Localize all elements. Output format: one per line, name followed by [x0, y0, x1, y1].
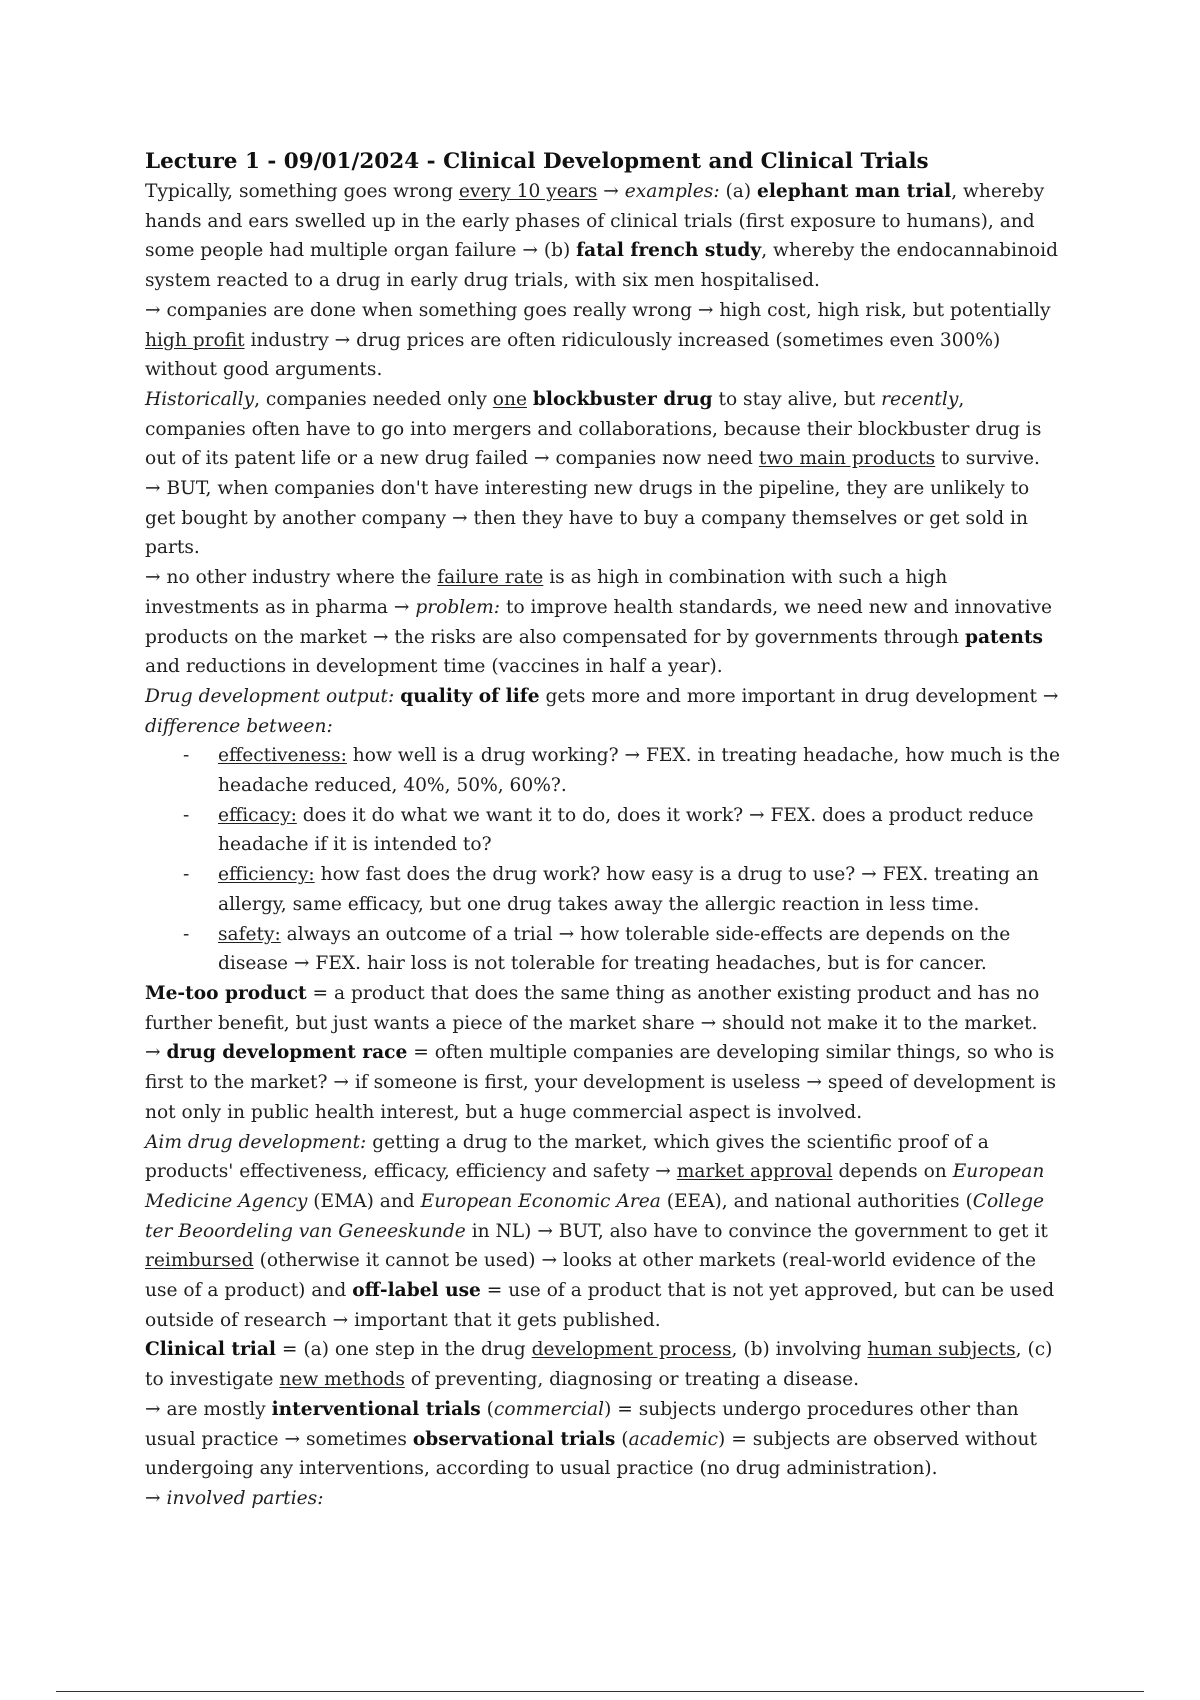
italic-text: involved parties: — [166, 1487, 324, 1509]
list-term: safety: — [218, 923, 281, 945]
paragraph-failures — [145, 177, 1065, 296]
text-run: (EMA) and — [307, 1190, 421, 1212]
text-run: , companies needed only — [254, 388, 493, 410]
footer-divider — [56, 1691, 1144, 1692]
bold-term: drug development race — [166, 1042, 408, 1064]
bold-term: quality of life — [400, 685, 540, 707]
list-term: efficiency: — [218, 864, 315, 886]
underlined-text: development process — [531, 1339, 732, 1361]
list-text: how fast does the drug work? how easy is a drug to use? → FEX. treating an allergy, same efficacy, but one drug takes away the allergic reaction in less time. — [218, 864, 1039, 915]
paragraph-clinical-trial — [145, 1335, 1065, 1394]
text-run: = often multiple companies are developing similar things, so who is first to the market? → if someone is first, your development is useless → speed of development is not only in public health interest, but a huge commercial aspect is involved. — [145, 1042, 1057, 1123]
paragraph-output — [145, 682, 1065, 741]
definition-list — [145, 741, 1065, 979]
text-run: → companies are done when something goes really wrong → high cost, high risk, but potentially — [145, 299, 1051, 321]
text-run: , (b) involving — [731, 1339, 868, 1361]
paragraph-me-too — [145, 979, 1065, 1038]
italic-text: European Medicine Agency — [145, 1161, 1045, 1212]
italic-text: recently — [881, 388, 959, 410]
list-text: does it do what we want it to do, does it work? → FEX. does a product reduce headache if it is intended to? — [218, 804, 1034, 856]
underlined-text: failure rate — [437, 567, 544, 589]
underlined-text: new methods — [279, 1369, 405, 1391]
text-run: = a product that does the same thing as another existing product and has no further benefit, but just wants a piece of the market share → should not make it to the market. — [145, 982, 1040, 1034]
italic-text: Drug development output: — [145, 685, 395, 707]
list-item — [145, 920, 1065, 979]
underlined-text: high profit — [145, 329, 245, 351]
text-run: → are mostly — [145, 1398, 272, 1420]
text-run: ) = subjects are observed without undergoing any interventions, according to usual practice (no drug administration). — [145, 1428, 1037, 1480]
text-run: → — [597, 181, 625, 202]
underlined-text: every 10 years — [458, 181, 598, 202]
list-text: how well is a drug working? → FEX. in treating headache, how much is the headache reduced, 40%, 50%, 60%?. — [218, 745, 1060, 797]
list-item — [145, 860, 1065, 919]
text-run: depends on — [832, 1161, 953, 1183]
text-run: is as high in combination with such a high investments as in pharma → — [145, 567, 948, 618]
text-run: (otherwise it cannot be used) → looks at other markets (real-world evidence of the use of a product) and — [145, 1250, 1037, 1302]
bold-term: patents — [964, 626, 1043, 648]
text-run: , (c) to investigate — [145, 1339, 1053, 1391]
text-run: in NL) → BUT, also have to convince the government to get it — [465, 1220, 1048, 1242]
italic-text: problem: — [415, 596, 501, 618]
lecture-title: Lecture 1 - 09/01/2024 - Clinical Development and Clinical Trials — [145, 149, 929, 174]
list-term: effectiveness: — [218, 745, 347, 767]
text-run: getting a drug to the market, which gives the scientific proof of a products' effectiveness, efficacy, efficiency and safety → — [145, 1131, 989, 1183]
list-item — [145, 801, 1065, 860]
document-page — [145, 147, 1065, 1514]
bold-term: interventional trials — [271, 1398, 481, 1420]
bold-term: Me-too product — [145, 982, 307, 1004]
text-run: → — [145, 1487, 167, 1509]
list-dash: - — [183, 923, 190, 945]
italic-text: difference between: — [145, 715, 333, 737]
text-run: Typically, something goes wrong — [145, 181, 459, 202]
text-run: of preventing, diagnosing or treating a disease. — [404, 1369, 860, 1391]
text-run: to improve health standards, we need new and innovative products on the market → the risks are also compensated for by governments through — [145, 596, 1053, 648]
text-run: ( — [480, 1398, 494, 1420]
text-run: ( — [615, 1428, 629, 1450]
text-run: , whereby hands and ears swelled up in the early phases of clinical trials (first exposure to humans), and some people had multiple organ failure → (b) — [145, 181, 1045, 262]
underlined-text: two main products — [758, 448, 936, 470]
italic-text: European Economic Area — [420, 1190, 661, 1212]
paragraph-blockbuster — [145, 385, 1065, 474]
text-run: industry → drug prices are often ridiculously increased (sometimes even 300%) without good arguments. — [145, 329, 1001, 381]
bold-term: fatal french study — [576, 240, 762, 262]
bold-term: elephant man trial — [757, 181, 952, 202]
text-run: ) = subjects undergo procedures other than usual practice → sometimes — [145, 1398, 1019, 1450]
text-run: = (a) one step in the drug — [275, 1339, 532, 1361]
list-text: always an outcome of a trial → how tolerable side-effects are depends on the disease → FEX. hair loss is not tolerable for treating headaches, but is for cancer. — [218, 923, 1011, 975]
bold-term: Clinical trial — [145, 1339, 276, 1361]
text-run: gets more and more important in drug development → — [539, 685, 1059, 707]
paragraph-trial-types — [145, 1395, 1065, 1484]
text-run: → — [145, 1042, 167, 1064]
text-run: and reductions in development time (vaccines in half a year). — [145, 656, 723, 678]
italic-text: Historically — [145, 388, 255, 410]
text-run: to survive. — [935, 448, 1040, 470]
list-dash: - — [183, 864, 190, 886]
paragraph-aim — [145, 1128, 1065, 1336]
text-run: , whereby the endocannabinoid system reacted to a drug in early drug trials, with six men hospitalised. — [145, 240, 1058, 292]
paragraph-high-risk — [145, 296, 1065, 385]
paragraph-parties — [145, 1484, 1065, 1514]
bold-term: off-label use — [352, 1280, 481, 1302]
underlined-text: one — [492, 388, 527, 410]
paragraph-race — [145, 1038, 1065, 1127]
bold-term: observational trials — [412, 1428, 616, 1450]
paragraph-failure-rate — [145, 563, 1065, 682]
underlined-text: reimbursed — [145, 1250, 254, 1272]
paragraph-pipeline: → BUT, when companies don't have interesting new drugs in the pipeline, they are unlikely to get bought by another company → then they have to buy a company themselves or get sold in parts. — [145, 478, 1030, 559]
italic-text: Aim drug development: — [145, 1131, 367, 1153]
bold-term: blockbuster drug — [532, 388, 713, 410]
underlined-text: market approval — [676, 1161, 833, 1183]
text-run: to stay alive, but — [712, 388, 882, 410]
list-term: efficacy: — [218, 804, 297, 826]
text-run: , companies often have to go into mergers and collaborations, because their blockbuster drug is out of its patent life or a new drug failed → companies now need — [145, 388, 1042, 470]
italic-text: College ter Beoordeling van Geneeskunde — [145, 1190, 1044, 1242]
text-run: = use of a product that is not yet approved, but can be used outside of research → important that it gets published. — [145, 1280, 1055, 1331]
italic-text: academic — [628, 1428, 719, 1450]
underlined-text: human subjects — [867, 1339, 1016, 1361]
list-dash: - — [183, 745, 190, 767]
italic-text: examples: — [624, 181, 720, 202]
list-dash: - — [183, 804, 190, 826]
italic-text: commercial — [493, 1398, 605, 1420]
text-run: (a) — [719, 181, 758, 202]
text-run: (EEA), and national authorities ( — [660, 1190, 973, 1212]
text-run: → no other industry where the — [145, 567, 438, 589]
list-item — [145, 741, 1065, 800]
